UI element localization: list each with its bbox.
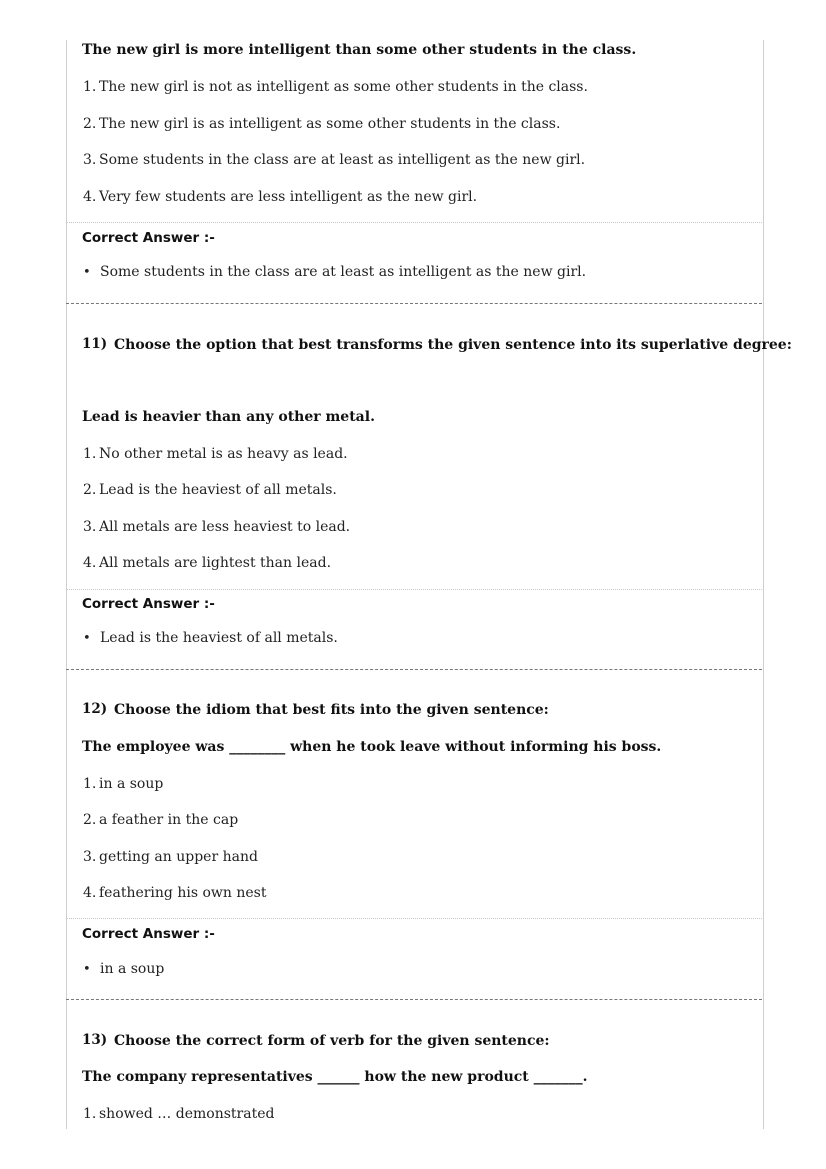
q11-option-3[interactable] xyxy=(83,519,350,535)
option-text: feathering his own nest xyxy=(99,885,267,901)
option-text: The new girl is as intelligent as some other students in the class. xyxy=(99,116,561,132)
option-text: Some students in the class are at least as intelligent as the new girl. xyxy=(99,152,586,168)
q12-question: Choose the idiom that best fits into the given sentence: xyxy=(114,702,549,718)
divider xyxy=(66,918,762,919)
q12-number: 12) xyxy=(82,701,108,717)
q11-answer-label: Correct Answer :- xyxy=(82,596,215,612)
option-text: showed … demonstrated xyxy=(99,1106,275,1122)
option-number: 1. xyxy=(83,1106,97,1122)
option-text: The new girl is not as intelligent as some other students in the class. xyxy=(99,79,588,95)
option-number: 3. xyxy=(83,152,97,168)
option-text: in a soup xyxy=(99,776,164,792)
option-text: All metals are less heaviest to lead. xyxy=(99,519,351,535)
option-number: 1. xyxy=(83,79,97,95)
q13-stem: The company representatives ______ how the new product _______. xyxy=(82,1069,588,1085)
q11-option-2[interactable] xyxy=(83,482,337,498)
divider xyxy=(66,222,762,223)
answer-text: Some students in the class are at least as intelligent as the new girl. xyxy=(100,264,587,280)
q10-correct-answer xyxy=(83,264,586,280)
option-number: 2. xyxy=(83,482,97,498)
q11-number: 11) xyxy=(82,336,108,352)
option-number: 4. xyxy=(83,555,97,571)
q10-stem: The new girl is more intelligent than some other students in the class. xyxy=(82,42,637,58)
option-text: getting an upper hand xyxy=(99,849,258,865)
q10-option-4[interactable] xyxy=(83,189,477,205)
answer-text: Lead is the heaviest of all metals. xyxy=(100,630,338,646)
answer-text: in a soup xyxy=(100,961,165,977)
q11-option-1[interactable] xyxy=(83,446,348,462)
question-separator xyxy=(66,999,762,1000)
q11-option-4[interactable] xyxy=(83,555,331,571)
q12-answer-label: Correct Answer :- xyxy=(82,926,215,942)
question-separator xyxy=(66,303,762,304)
option-text: All metals are lightest than lead. xyxy=(99,555,332,571)
q11-correct-answer xyxy=(83,630,338,646)
option-number: 2. xyxy=(83,812,97,828)
q12-option-4[interactable] xyxy=(83,885,266,901)
option-number: 3. xyxy=(83,519,97,535)
option-number: 4. xyxy=(83,189,97,205)
q13-option-1[interactable] xyxy=(83,1106,274,1122)
bullet-icon: • xyxy=(83,631,91,646)
option-text: Lead is the heaviest of all metals. xyxy=(99,482,337,498)
q12-option-3[interactable] xyxy=(83,849,258,865)
q13-question: Choose the correct form of verb for the given sentence: xyxy=(114,1033,550,1049)
q10-option-2[interactable] xyxy=(83,116,560,132)
q11-question: Choose the option that best transforms the given sentence into its superlative degree: xyxy=(114,337,792,353)
q12-option-1[interactable] xyxy=(83,776,163,792)
bullet-icon: • xyxy=(83,265,91,280)
option-text: Very few students are less intelligent as the new girl. xyxy=(99,189,478,205)
question-separator xyxy=(66,669,762,670)
bullet-icon: • xyxy=(83,962,91,977)
q12-stem: The employee was ________ when he took leave without informing his boss. xyxy=(82,739,662,755)
q11-stem: Lead is heavier than any other metal. xyxy=(82,409,375,425)
option-text: No other metal is as heavy as lead. xyxy=(99,446,348,462)
divider xyxy=(66,589,762,590)
option-number: 4. xyxy=(83,885,97,901)
q12-option-2[interactable] xyxy=(83,812,238,828)
q10-option-3[interactable] xyxy=(83,152,585,168)
option-number: 2. xyxy=(83,116,97,132)
q10-answer-label: Correct Answer :- xyxy=(82,230,215,246)
q13-number: 13) xyxy=(82,1032,108,1048)
q10-option-1[interactable] xyxy=(83,79,588,95)
option-number: 3. xyxy=(83,849,97,865)
option-number: 1. xyxy=(83,446,97,462)
option-text: a feather in the cap xyxy=(99,812,239,828)
q12-correct-answer xyxy=(83,961,164,977)
option-number: 1. xyxy=(83,776,97,792)
